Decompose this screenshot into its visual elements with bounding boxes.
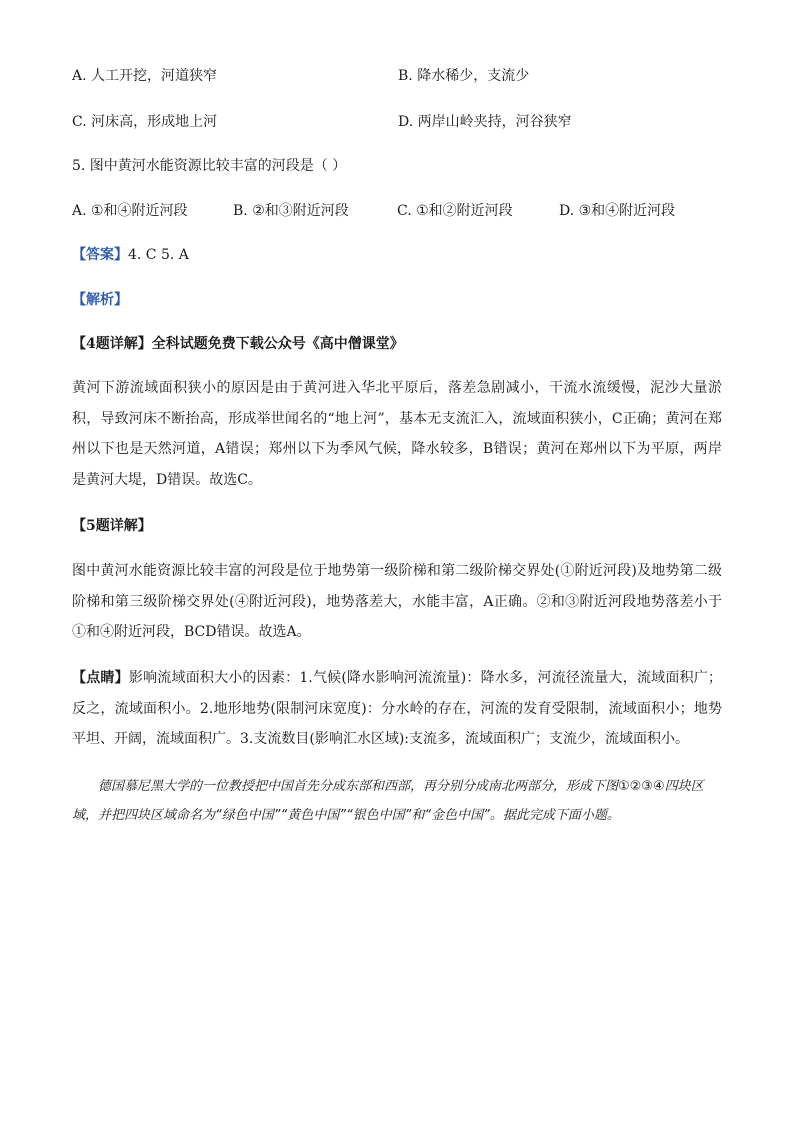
- q5-option-a[interactable]: A. ①和④附近河段: [72, 203, 188, 219]
- detail4-label: 【4题详解】: [72, 336, 152, 352]
- answer-value: 4. C 5. A: [128, 247, 189, 263]
- detail4-note: 全科试题免费下载公众号《高中僧课堂》: [151, 336, 404, 352]
- answer-line: [72, 245, 189, 265]
- analysis-label: 【解析】: [72, 292, 128, 308]
- comment-label: 【点睛】: [72, 670, 129, 686]
- detail4-text: 黄河下游流域面积狭小的原因是由于黄河进入华北平原后，落差急剧减小，干流水流缓慢，泥沙大量淤积，导致河床不断抬高，形成举世闻名的“地上河”，基本无支流汇入，流域面积狭小，C正确；黄河在郑州以下也是天然河道，A错误；郑州以下为季风气候，降水较多，B错误；黄河在郑州以下为平原，两岸是黄河大堤，D错误。故选C。: [72, 380, 722, 488]
- analysis-heading: [72, 290, 128, 310]
- material-intro: [72, 772, 727, 830]
- detail5-heading: [72, 516, 152, 536]
- q5-stem: 5. 图中黄河水能资源比较丰富的河段是（ ）: [72, 158, 347, 174]
- q5-option-b[interactable]: B. ②和③附近河段: [233, 203, 349, 219]
- q4-option-c[interactable]: C. 河床高，形成地上河: [72, 114, 218, 130]
- detail4-paragraph: [72, 373, 722, 495]
- detail4-heading: [72, 334, 404, 354]
- material-intro-text: 德国慕尼黑大学的一位教授把中国首先分成东部和西部，再分别分成南北两部分，形成下图①②③④四块区域，并把四块区域命名为“绿色中国”“黄色中国”“银色中国”和“金色中国”。据此完成下面小题。: [72, 779, 704, 823]
- detail5-paragraph: [72, 556, 722, 648]
- detail5-text: 图中黄河水能资源比较丰富的河段是位于地势第一级阶梯和第二级阶梯交界处(①附近河段)及地势第二级阶梯和第三级阶梯交界处(④附近河段)，地势落差大，水能丰富，A正确。②和③附近河段地势落差小于①和④附近河段，BCD错误。故选A。: [72, 563, 722, 640]
- answer-label: 【答案】: [72, 247, 128, 263]
- q4-option-b[interactable]: B. 降水稀少，支流少: [398, 68, 530, 84]
- detail5-label: 【5题详解】: [72, 518, 152, 534]
- q5-option-d[interactable]: D. ③和④附近河段: [559, 203, 676, 219]
- q5-option-c[interactable]: C. ①和②附近河段: [397, 203, 513, 219]
- q4-option-d[interactable]: D. 两岸山岭夹持，河谷狭窄: [398, 114, 572, 130]
- comment-text: 影响流域面积大小的因素：1.气候(降水影响河流流量)：降水多，河流径流量大，流域面积广；反之，流域面积小。2.地形地势(限制河床宽度)：分水岭的存在，河流的发育受限制，流域面积小；地势平坦、开阔，流域面积广。3.支流数目(影响汇水区域):支流多，流域面积广；支流少，流域面积小。: [72, 670, 723, 747]
- q4-option-a[interactable]: A. 人工开挖，河道狭窄: [72, 68, 218, 84]
- comment-paragraph: [72, 663, 722, 755]
